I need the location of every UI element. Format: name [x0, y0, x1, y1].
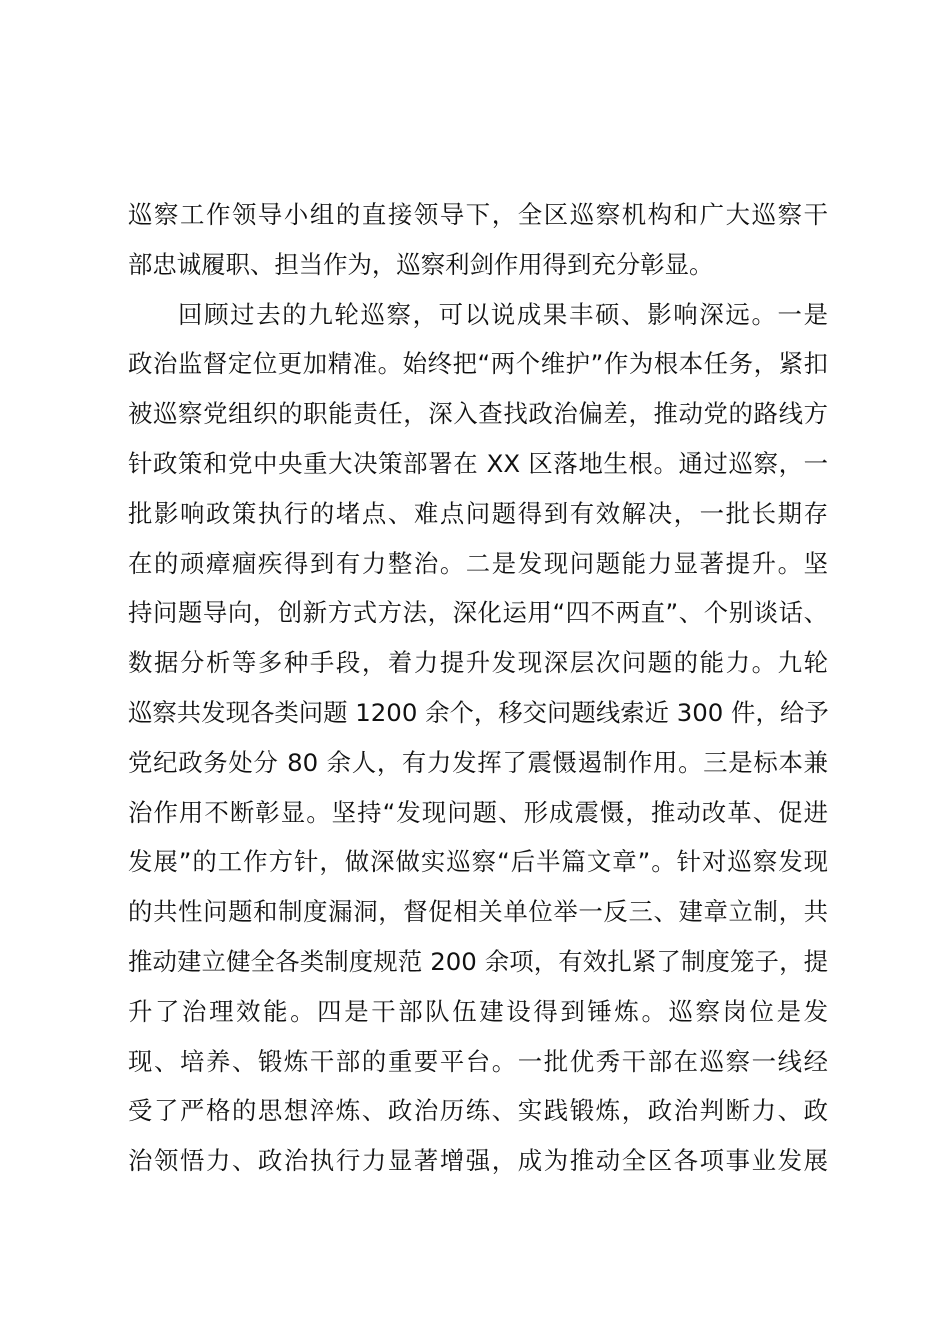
paragraph-line: 升了治理效能。四是干部队伍建设得到锤炼。巡察岗位是发 [128, 996, 828, 1026]
paragraph-line: 巡察工作领导小组的直接领导下，全区巡察机构和广大巡察干 [128, 200, 828, 229]
paragraph-line: 针政策和党中央重大决策部署在 XX 区落地生根。通过巡察，一 [128, 448, 828, 478]
paragraph-line: 推动建立健全各类制度规范 200 余项，有效扎紧了制度笼子，提 [128, 946, 828, 976]
paragraph-line: 党纪政务处分 80 余人，有力发挥了震慑遏制作用。三是标本兼 [128, 747, 828, 777]
paragraph-line: 的共性问题和制度漏洞，督促相关单位举一反三、建章立制，共 [128, 897, 828, 927]
paragraph-line: 在的顽瘴痼疾得到有力整治。二是发现问题能力显著提升。坚 [128, 548, 828, 578]
paragraph-line: 治作用不断彰显。坚持“发现问题、形成震慑，推动改革、促进 [128, 797, 828, 827]
paragraph-line: 持问题导向，创新方式方法，深化运用“四不两直”、个别谈话、 [128, 598, 828, 628]
paragraph-line: 批影响政策执行的堵点、难点问题得到有效解决，一批长期存 [128, 498, 828, 528]
paragraph-line: 政治监督定位更加精准。始终把“两个维护”作为根本任务，紧扣 [128, 349, 828, 379]
paragraph-line: 回顾过去的九轮巡察，可以说成果丰硕、影响深远。一是 [178, 299, 828, 329]
paragraph-line: 发展”的工作方针，做深做实巡察“后半篇文章”。针对巡察发现 [128, 847, 828, 877]
paragraph-line: 现、培养、锻炼干部的重要平台。一批优秀干部在巡察一线经 [128, 1046, 828, 1076]
document-body [128, 190, 828, 1186]
paragraph-line: 受了严格的思想淬炼、政治历练、实践锻炼，政治判断力、政 [128, 1096, 828, 1126]
paragraph-line: 治领悟力、政治执行力显著增强，成为推动全区各项事业发展 [128, 1146, 828, 1176]
paragraph-line: 数据分析等多种手段，着力提升发现深层次问题的能力。九轮 [128, 648, 828, 678]
paragraph-line: 被巡察党组织的职能责任，深入查找政治偏差，推动党的路线方 [128, 399, 828, 429]
paragraph-line: 部忠诚履职、担当作为，巡察利剑作用得到充分彰显。 [128, 249, 714, 279]
paragraph-line: 巡察共发现各类问题 1200 余个，移交问题线索近 300 件，给予 [128, 697, 829, 727]
